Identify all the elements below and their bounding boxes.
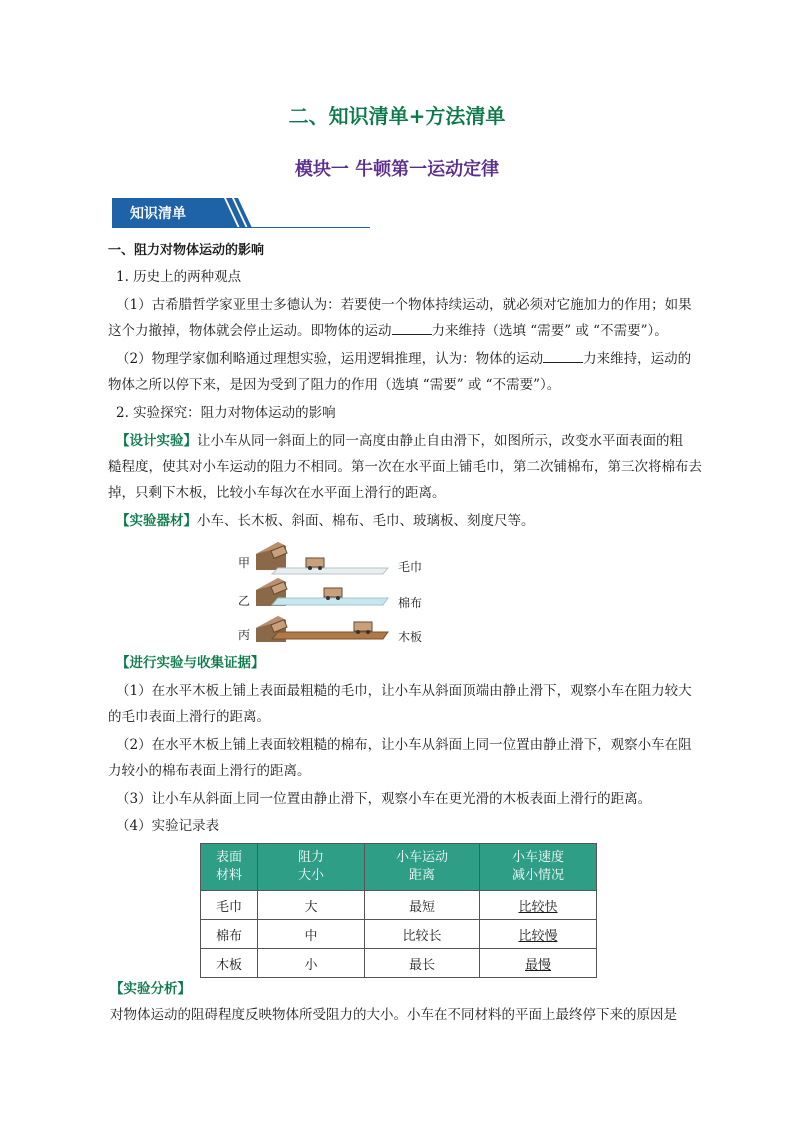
row-label-yi: 乙: [238, 594, 251, 608]
header-text: 减小情况: [511, 868, 564, 883]
header-text: 小车运动: [395, 850, 448, 865]
table-cell: 最长: [365, 949, 480, 978]
table-header-row: [201, 844, 597, 891]
fill-blank[interactable]: [392, 320, 432, 335]
table-cell: 比较长: [365, 920, 480, 949]
header-text: 小车速度: [511, 850, 564, 865]
paragraph-line: [116, 430, 716, 452]
table-cell: 棉布: [201, 920, 258, 949]
section-heading: 一、阻力对物体运动的影响: [108, 243, 265, 258]
item-heading-2: 2. 实验探究：阻力对物体运动的影响: [116, 405, 336, 421]
header-cell: [480, 844, 597, 891]
header-cell: [201, 844, 258, 891]
surface-label-towel: 毛巾: [398, 560, 423, 574]
equip-label: 【实验器材】: [116, 513, 197, 529]
header-text: 大小: [297, 868, 324, 883]
header-text: 表面: [215, 850, 242, 865]
paragraph-line: 的毛巾表面上滑行的距离。: [108, 709, 270, 725]
row-label-jia: 甲: [238, 556, 251, 570]
table-cell: 木板: [201, 949, 258, 978]
paragraph-line: （2）在水平木板上铺上表面较粗糙的棉布，让小车从斜面上同一位置由静止滑下，观察小车在阻: [116, 737, 692, 753]
paragraph-line: （4）实验记录表: [116, 818, 220, 834]
section-banner: [112, 198, 370, 228]
surface-label-wood: 木板: [398, 630, 423, 644]
header-cell: [365, 844, 480, 891]
text-span: 让小车从同一斜面上的同一高度由静止自由滑下，如图所示，改变水平面表面的粗: [197, 433, 683, 449]
paragraph-line: 物体之所以停下来，是因为受到了阻力的作用（选填 “需要” 或 “不需要”）。: [108, 377, 561, 393]
record-table: [200, 843, 597, 978]
table-cell: 最短: [365, 891, 480, 920]
header-text: 材料: [215, 868, 242, 883]
table-row: [201, 949, 597, 978]
table-row: [201, 920, 597, 949]
paragraph-line: [116, 348, 716, 370]
item-heading-1: 1. 历史上的两种观点: [116, 269, 242, 285]
table-cell: 大: [258, 891, 365, 920]
banner-label: 知识清单: [130, 206, 186, 222]
paragraph-line: 糙程度，使其对小车运动的阻力不相同。第一次在水平面上铺毛巾，第二次铺棉布，第三次将棉布去: [108, 459, 702, 475]
text-span: 这个力撤掉，物体就会停止运动。即物体的运动: [108, 323, 392, 339]
experiment-figure: [238, 538, 438, 650]
text-span: 力来维持，运动的: [583, 351, 692, 367]
text-span: 力来维持（选填 “需要” 或 “不需要”）。: [431, 323, 668, 339]
fill-blank[interactable]: [543, 348, 583, 363]
header-cell: [258, 844, 365, 891]
procedure-label: 【进行实验与收集证据】: [116, 655, 265, 671]
paragraph-line: （1）古希腊哲学家亚里士多德认为：若要使一个物体持续运动，就必须对它施加力的作用；如果: [116, 297, 692, 313]
table-cell: 比较快: [480, 891, 597, 920]
page-title: 二、知识清单+方法清单: [288, 104, 506, 128]
table-cell: 中: [258, 920, 365, 949]
table-cell: 毛巾: [201, 891, 258, 920]
text-span: 小车、长木板、斜面、棉布、毛巾、玻璃板、刻度尺等。: [197, 513, 535, 529]
row-label-bing: 丙: [238, 628, 251, 642]
paragraph-line: 对物体运动的阻碍程度反映物体所受阻力的大小。小车在不同材料的平面上最终停下来的原因是: [110, 1007, 677, 1023]
table-cell: 比较慢: [480, 920, 597, 949]
analysis-label: 【实验分析】: [110, 981, 191, 997]
table-cell: 小: [258, 949, 365, 978]
text-span: （2）物理学家伽利略通过理想实验，运用逻辑推理，认为：物体的运动: [116, 351, 544, 367]
paragraph-line: （1）在水平木板上铺上表面最粗糙的毛巾，让小车从斜面顶端由静止滑下，观察小车在阻力较大: [116, 683, 692, 699]
paragraph-line: （3）让小车从斜面上同一位置由静止滑下，观察小车在更光滑的木板表面上滑行的距离。: [116, 791, 652, 807]
paragraph-line: 掉，只剩下木板，比较小车每次在水平面上滑行的距离。: [108, 485, 446, 501]
table-cell: 最慢: [480, 949, 597, 978]
paragraph-line: 力较小的棉布表面上滑行的距离。: [108, 763, 311, 779]
surface-label-cotton: 棉布: [398, 596, 423, 610]
table-row: [201, 891, 597, 920]
paragraph-line: [116, 510, 716, 532]
header-text: 距离: [408, 868, 435, 883]
paragraph-line: [108, 320, 708, 342]
module-title: 模块一 牛顿第一运动定律: [294, 159, 500, 180]
design-label: 【设计实验】: [116, 433, 197, 449]
header-text: 阻力: [297, 850, 324, 865]
